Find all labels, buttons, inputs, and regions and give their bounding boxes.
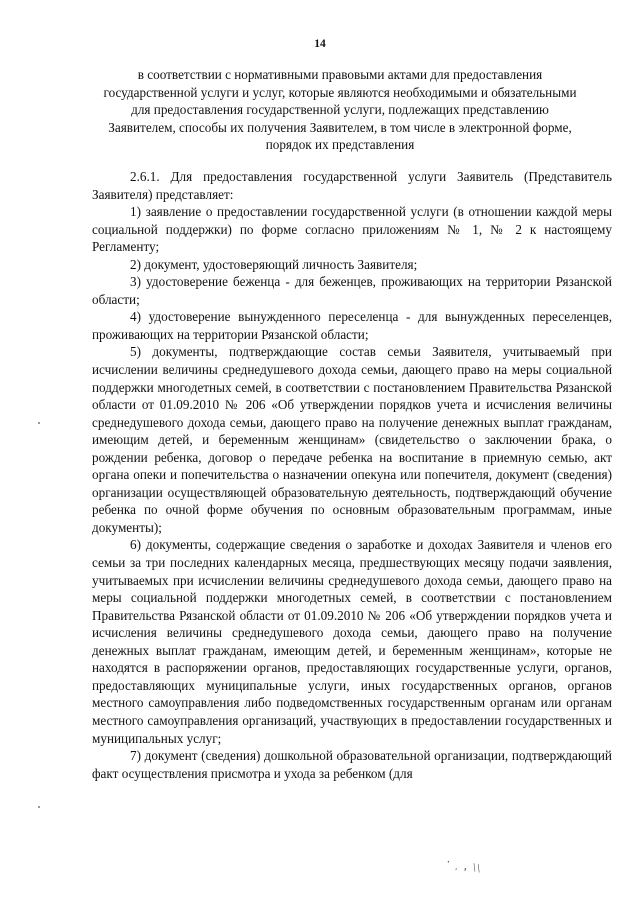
list-item-7: 7) документ (сведения) дошкольной образовательной организации, подтверждающий факт осуществления присмотра и ухода за ребенком (для	[92, 748, 612, 781]
paragraph-2-6-1: 2.6.1. Для предоставления государственной услуги Заявитель (Представитель Заявителя) представляет:	[92, 169, 612, 202]
body-text	[92, 168, 612, 782]
scan-speck	[38, 422, 40, 424]
list-item-2: 2) документ, удостоверяющий личность Заявителя;	[130, 256, 418, 272]
scan-speck	[38, 806, 40, 808]
section-heading: в соответствии с нормативными правовыми актами для предоставления государственной услуги и услуг, которые являются необходимыми и обязательными для предоставления государственной услуги, подлежащих представлению Заявителем, способы их получения Заявителем, в том числе в электронной форме, порядок их представления	[103, 67, 577, 153]
list-item-4: 4) удостоверение вынужденного переселенца - для вынужденных переселенцев, проживающих на территории Рязанской области;	[92, 309, 612, 342]
list-item-5: 5) документы, подтверждающие состав семьи Заявителя, учитываемый при исчислении величины среднедушевого дохода семьи, дающего право на меры социальной поддержки многодетных семей, в соответствии с постановлением Правительства Рязанской области от 01.09.2010 № 206 «Об утверждении порядков учета и исчисления величины среднедушевого дохода семьи, дающего право на получение денежных выплат гражданам, имеющим детей, и беременным женщинам» (свидетельство о заключении брака, о рождении ребенка, договор о передаче ребенка на воспитание в приемную семью, акт органа опеки и попечительства о назначении опекуна или попечителя, документ (сведения) организации осуществляющей образовательную деятельность, подтверждающий обучение ребенка по очной форме обучения по основным образовательным программам, иные документы);	[92, 344, 612, 535]
handwritten-marks: · ˌ ‚ \\	[445, 854, 483, 876]
list-item-6: 6) документы, содержащие сведения о заработке и доходах Заявителя и членов его семьи за три последних календарных месяца, предшествующих месяцу подачи заявления, учитываемых при исчислении величины среднедушевого дохода семьи, дающего право на меры социальной поддержки многодетных семей, в соответствии с постановлением Правительства Рязанской области от 01.09.2010 № 206 «Об утверждении порядков учета и исчисления величины среднедушевого дохода семьи, дающего право на получение денежных выплат гражданам, имеющим детей, и беременным женщинам», которые не находятся в распоряжении органов, предоставляющих государственные услуги, органов, предоставляющих муниципальные услуги, иных государственных органов, органов местного самоуправления либо подведомственных государственным органам или органам местного самоуправления организаций, участвующих в предоставлении государственных и муниципальных услуг;	[92, 537, 612, 746]
page-number: 14	[314, 38, 326, 50]
list-item-1: 1) заявление о предоставлении государственной услуги (в отношении каждой меры социальной поддержки) по форме согласно приложениям № 1, № 2 к настоящему Регламенту;	[92, 204, 612, 255]
list-item-3: 3) удостоверение беженца - для беженцев, проживающих на территории Рязанской области;	[92, 274, 612, 307]
